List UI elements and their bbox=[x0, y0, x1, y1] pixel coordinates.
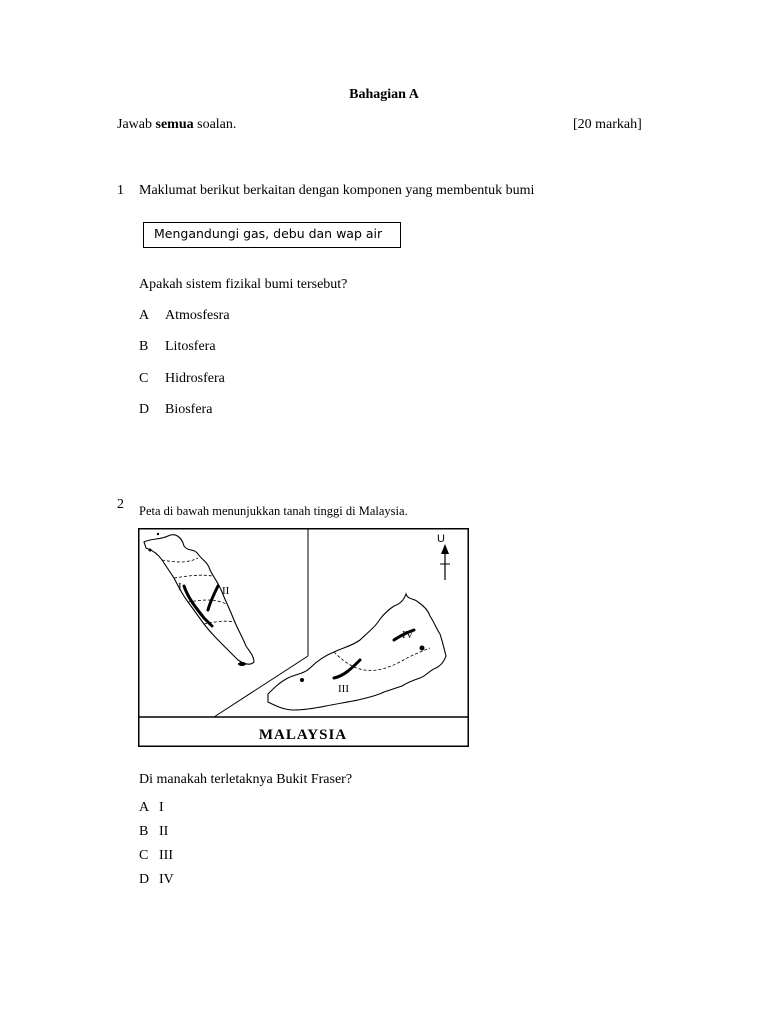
option-letter: B bbox=[139, 824, 149, 839]
question-1-stem: Maklumat berikut berkaitan dengan komponen yang membentuk bumi bbox=[139, 183, 535, 198]
island bbox=[157, 533, 159, 535]
label-iii: III bbox=[338, 683, 349, 695]
option-letter: D bbox=[139, 872, 150, 887]
kinabalu-dot bbox=[420, 646, 425, 651]
option-letter: C bbox=[139, 848, 149, 863]
option-text: Litosfera bbox=[165, 339, 216, 354]
question-1-option-d[interactable] bbox=[139, 402, 212, 418]
instruction-suffix: soalan. bbox=[193, 117, 237, 132]
question-1-number: 1 bbox=[117, 183, 124, 198]
island bbox=[149, 549, 152, 552]
option-letter: D bbox=[139, 402, 150, 417]
question-2-option-a[interactable] bbox=[139, 800, 164, 816]
question-2-number: 2 bbox=[117, 497, 124, 512]
total-marks: [20 markah] bbox=[573, 117, 642, 132]
city-dot bbox=[300, 678, 304, 682]
option-text: II bbox=[159, 824, 169, 839]
option-letter: A bbox=[139, 308, 150, 323]
option-text: III bbox=[159, 848, 173, 863]
instruction-bold: semua bbox=[155, 117, 194, 132]
question-2-stem: Peta di bawah menunjukkan tanah tinggi di Malaysia. bbox=[139, 504, 408, 518]
instruction-prefix: Jawab bbox=[117, 117, 156, 132]
option-text: Hidrosfera bbox=[165, 371, 225, 386]
label-iv: IV bbox=[402, 629, 414, 641]
option-letter: B bbox=[139, 339, 149, 354]
question-1-option-b[interactable] bbox=[139, 339, 216, 355]
option-letter: C bbox=[139, 371, 149, 386]
map-caption: MALAYSIA bbox=[258, 727, 348, 743]
option-text: Atmosfesra bbox=[165, 308, 230, 323]
question-2-option-c[interactable] bbox=[139, 848, 173, 864]
north-letter: U bbox=[437, 533, 445, 545]
instruction bbox=[117, 117, 236, 133]
label-ii: II bbox=[222, 585, 230, 597]
question-1-option-a[interactable] bbox=[139, 308, 230, 324]
question-2-option-d[interactable] bbox=[139, 872, 174, 888]
option-text: IV bbox=[159, 872, 174, 887]
question-2-prompt: Di manakah terletaknya Bukit Fraser? bbox=[139, 772, 353, 787]
label-i: I bbox=[178, 581, 182, 593]
question-2-option-b[interactable] bbox=[139, 824, 168, 840]
question-1-prompt: Apakah sistem fizikal bumi tersebut? bbox=[139, 277, 348, 292]
option-letter: A bbox=[139, 800, 150, 815]
option-text: Biosfera bbox=[165, 402, 213, 417]
singapore-dot bbox=[238, 662, 246, 666]
question-1-info-box: Mengandungi gas, debu dan wap air bbox=[143, 222, 401, 248]
option-text: I bbox=[159, 800, 164, 815]
malaysia-map bbox=[138, 528, 469, 747]
question-1-option-c[interactable] bbox=[139, 371, 225, 387]
section-title: Bahagian A bbox=[349, 87, 419, 102]
